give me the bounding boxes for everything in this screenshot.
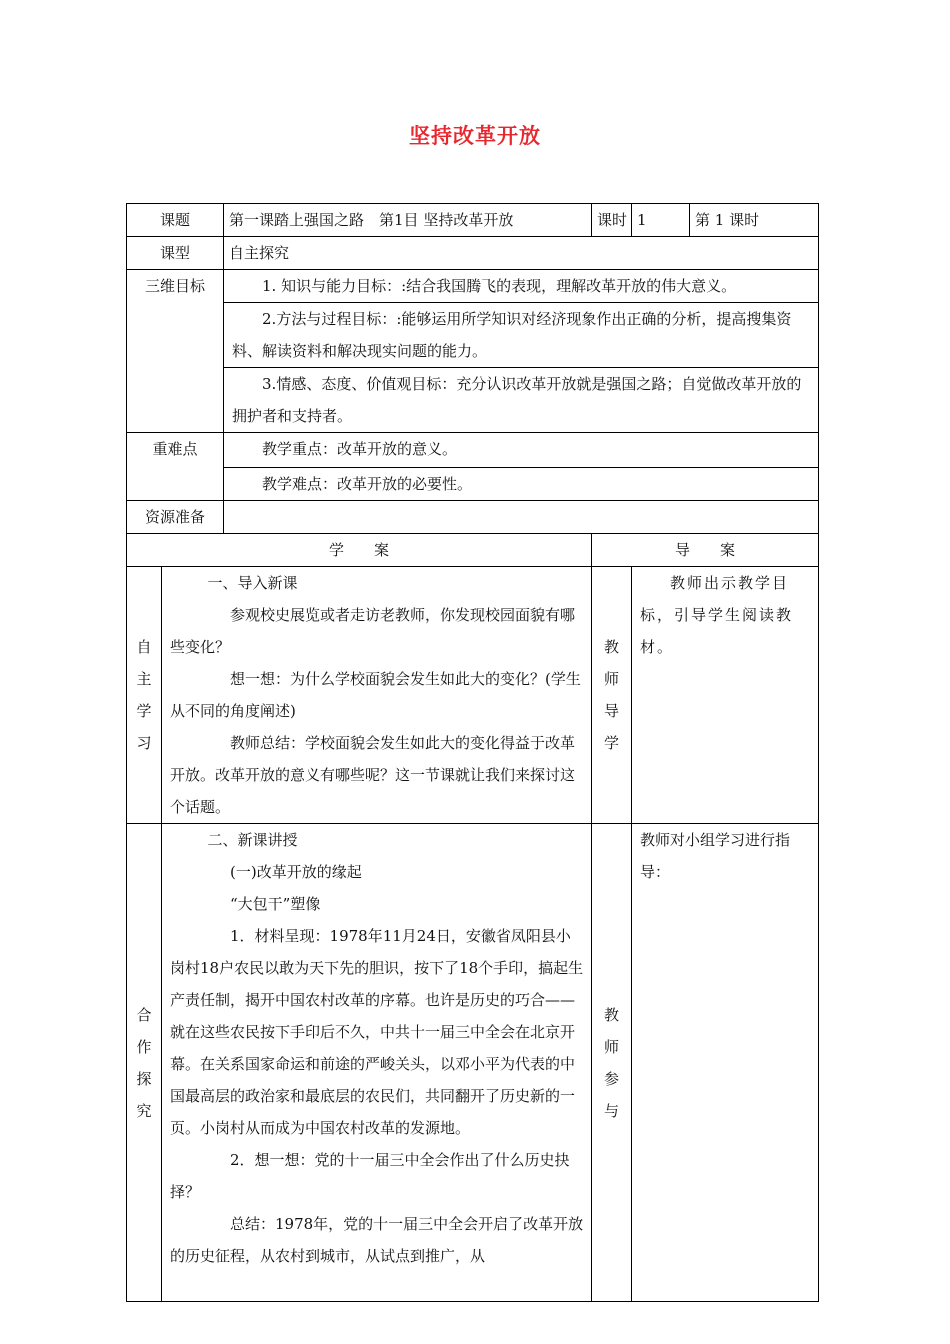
type-label: 课型 bbox=[127, 237, 224, 270]
teaching-difficulty: 教学难点：改革开放的必要性。 bbox=[262, 475, 473, 493]
section2-question: 2．想一想：党的十一届三中全会作出了什么历史抉择？ bbox=[170, 1151, 570, 1201]
period-value: 1 bbox=[632, 204, 690, 237]
goal-row-1 bbox=[127, 270, 819, 303]
section2-heading: 二、新课讲授 bbox=[207, 831, 298, 849]
section2-subheading: (一)改革开放的缘起 bbox=[230, 863, 362, 881]
document-title: 坚持改革开放 bbox=[409, 124, 541, 148]
section2-guide: 教师对小组学习进行指导： bbox=[640, 831, 791, 881]
section1-para-2: 想一想：为什么学校面貌会发生如此大的变化？(学生从不同的角度阐述) bbox=[170, 670, 581, 720]
period-note: 第 1 课时 bbox=[690, 204, 819, 237]
section1-heading: 一、导入新课 bbox=[207, 574, 298, 592]
section1-para-3: 教师总结：学校面貌会发生如此大的变化得益于改革开放。改革开放的意义有哪些呢？这一节课就让我们来探讨这个话题。 bbox=[170, 734, 576, 816]
section2-caption: “大包干”塑像 bbox=[230, 895, 321, 913]
keypoint-row-2 bbox=[127, 468, 819, 501]
goal-row-2 bbox=[127, 303, 819, 368]
section1-para-1: 参观校史展览或者走访老教师，你发现校园面貌有哪些变化？ bbox=[170, 606, 576, 656]
goal-method: 2.方法与过程目标：:能够运用所学知识对经济现象作出正确的分析，提高搜集资料、解读资料和解决现实问题的能力。 bbox=[232, 310, 792, 360]
period-label: 课时 bbox=[592, 204, 632, 237]
cooperation-row bbox=[127, 824, 819, 1302]
type-row bbox=[127, 237, 819, 270]
topic-label: 课题 bbox=[127, 204, 224, 237]
cooperation-phase: 合 作 探 究 bbox=[127, 824, 162, 1302]
topic-value: 第一课踏上强国之路 第1目 坚持改革开放 bbox=[224, 204, 592, 237]
goal-values: 3.情感、态度、价值观目标：充分认识改革开放就是强国之路；自觉做改革开放的拥护者和支持者。 bbox=[232, 375, 802, 425]
cooperation-method: 教 师 参 与 bbox=[592, 824, 632, 1302]
goal-knowledge: 1. 知识与能力目标：:结合我国腾飞的表现，理解改革开放的伟大意义。 bbox=[262, 277, 737, 295]
resources-row bbox=[127, 501, 819, 534]
section2-material: 1．材料呈现：1978年11月24日，安徽省凤阳县小岗村18户农民以敢为天下先的胆识，按下了18个手印，搞起生产责任制，揭开中国农村改革的序幕。也许是历史的巧合——就在这些农民按下手印后不久，中共十一届三中全会在北京开幕。在关系国家命运和前途的严峻关头，以邓小平为代表的中国最高层的政治家和最底层的农民们，共同翻开了历史新的一页。小岗村从而成为中国农村改革的发源地。 bbox=[170, 927, 584, 1137]
guide-plan-header: 导 案 bbox=[592, 534, 819, 567]
self-study-phase: 自 主 学 习 bbox=[127, 567, 162, 824]
keypoint-row-1 bbox=[127, 433, 819, 468]
resources-label: 资源准备 bbox=[127, 501, 224, 534]
self-study-method: 教 师 导 学 bbox=[592, 567, 632, 824]
lesson-plan-table bbox=[126, 203, 819, 1302]
topic-row bbox=[127, 204, 819, 237]
goal-row-3 bbox=[127, 368, 819, 433]
goals-label: 三维目标 bbox=[127, 270, 224, 433]
study-plan-header: 学 案 bbox=[127, 534, 592, 567]
resources-value bbox=[224, 501, 819, 534]
keypoints-label: 重难点 bbox=[127, 433, 224, 501]
columns-header-row bbox=[127, 534, 819, 567]
section1-guide: 教师出示教学目标，引导学生阅读教材。 bbox=[640, 574, 794, 656]
section2-summary: 总结：1978年，党的十一届三中全会开启了改革开放的历史征程，从农村到城市，从试点到推广，从 bbox=[170, 1215, 584, 1265]
self-study-row bbox=[127, 567, 819, 824]
type-value: 自主探究 bbox=[224, 237, 819, 270]
teaching-focus: 教学重点：改革开放的意义。 bbox=[262, 440, 458, 458]
